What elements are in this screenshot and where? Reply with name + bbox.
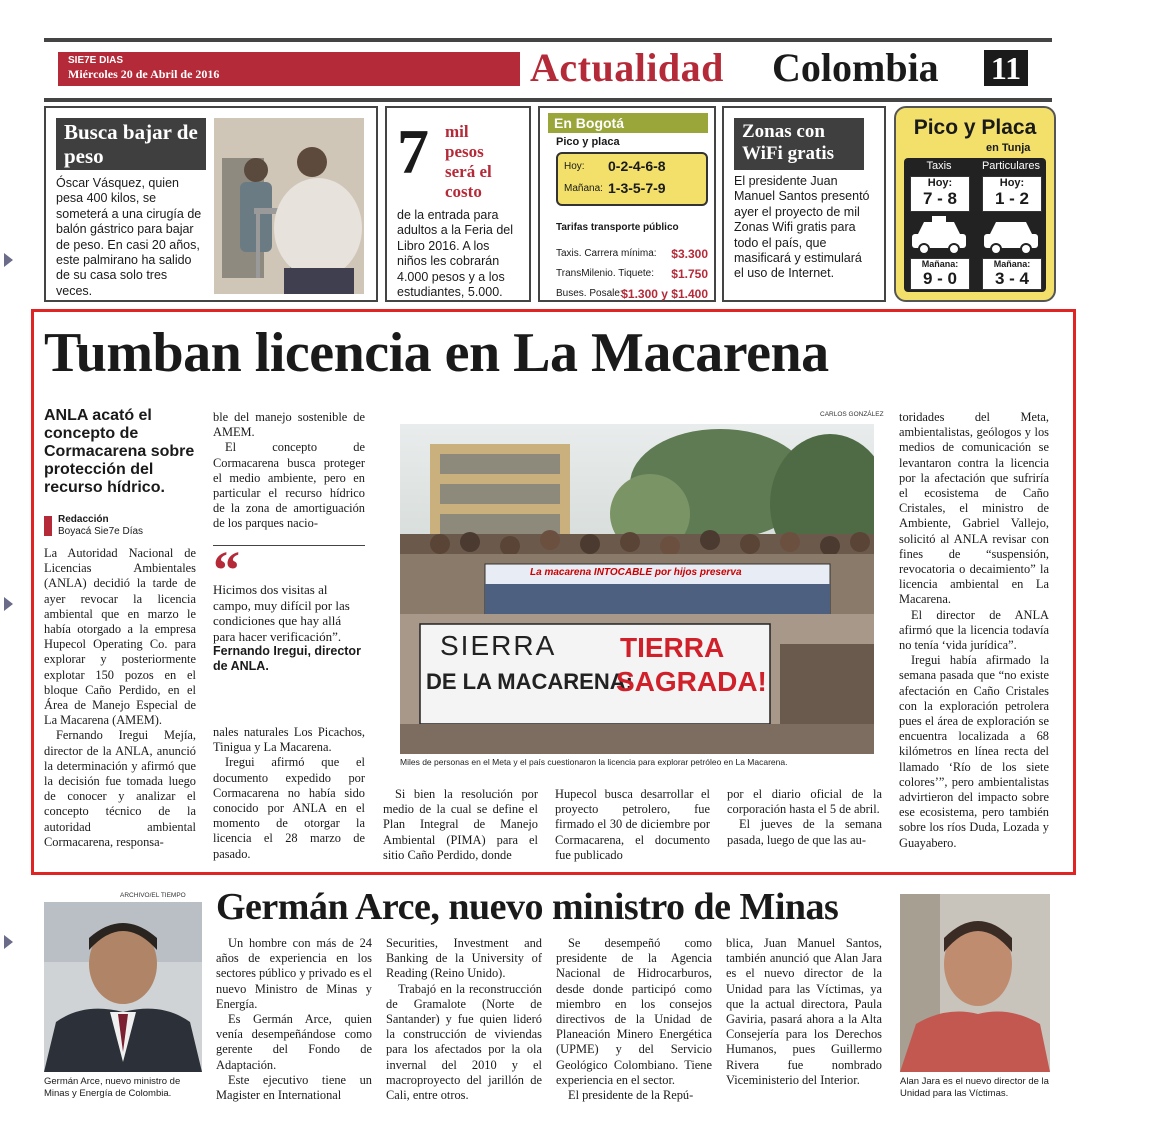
section-title-colombia: Colombia: [772, 45, 939, 90]
page-number: 11: [984, 50, 1028, 86]
pico-taxis-hoy: Hoy: 7 - 8: [910, 176, 970, 212]
sign-text-4: SAGRADA!: [616, 666, 767, 697]
alan-jara-photo: [900, 894, 1050, 1072]
alan-jara-caption: Alan Jara es el nuevo director de la Unidad para las Víctimas.: [900, 1076, 1049, 1099]
paragraph: toridades del Meta, ambientalistas, geólogos y los medios de comunicación se levantaron contra la licencia por la afectación que sufriría el ecosistema de Caño Cristales, el ministro de Ambiente, Gabriel Vallejo, solicitó al ANLA revisar con fines de “suspensión, revocatoria o decaimiento” la licencia ambiental en La Macarena.: [899, 410, 1049, 607]
sign-text-1: SIERRA: [440, 630, 557, 661]
brief-bogota-transport: [538, 106, 716, 302]
brief-body: de la entrada para adultos a la Feria del Libro 2016. A los niños les cobrarán 4.000 pesos y a los estudiantes, 5.000.: [397, 208, 514, 300]
section-name: SIE7E DIAS: [68, 55, 124, 66]
brief-body: Óscar Vásquez, quien pesa 400 kilos, se someterá a una cirugía de balón gástrico para bajar de peso. En casi 20 años, este palmirano ha salido de su casa solo tres veces.: [56, 176, 202, 298]
paragraph: Es Germán Arce, quien venía desempeñándose como gerente del Fondo de Adaptación.: [216, 1012, 372, 1072]
tarifas-title: Tarifas transporte público: [556, 222, 679, 233]
brief-book-fair: [385, 106, 531, 302]
margin-arrow-icon: [4, 935, 13, 949]
pico-part-hoy: Hoy: 1 - 2: [982, 176, 1042, 212]
quote-text: Hicimos dos visitas al campo, muy difícil por las condiciones que hay allá para hacer verificación”.: [213, 582, 350, 644]
paragraph: El jueves de la semana pasada, luego de que las au-: [727, 817, 882, 847]
weight-loss-photo: [214, 118, 364, 294]
issue-date: Miércoles 20 de Abril de 2016: [68, 67, 220, 81]
paragraph: Securities, Investment and Banking de la University of Reading (Reino Unido).: [386, 936, 542, 981]
header-red-band: [58, 52, 520, 86]
quote-mark-icon: “: [213, 540, 240, 600]
paragraph: Este ejecutivo tiene un Magister en International: [216, 1072, 372, 1103]
brief-weight-loss: [44, 106, 378, 302]
main-col-2-top: [213, 410, 365, 532]
main-col-5: [727, 787, 882, 848]
main-col-4: [555, 787, 710, 863]
paragraph: El concepto de Cormacarena busca proteger el medio ambiente, pero en particular el recurso hídrico de la zona de amortiguación de los parques nacio-: [213, 440, 365, 531]
car-icon: [982, 216, 1040, 256]
paragraph: nales naturales Los Picachos, Tinigua y La Macarena.: [213, 725, 365, 755]
bogota-plate: Hoy: 0-2-4-6-8 Mañana: 1-3-5-7-9: [556, 152, 708, 206]
sign-text-2: DE LA MACARENA:: [426, 669, 633, 694]
main-col-6: [899, 410, 1049, 851]
tarifa-row: Taxis. Carrera mínima: $3.300: [556, 247, 708, 261]
tarifa-row: TransMilenio. Tiquete: $1.750: [556, 267, 708, 281]
paragraph: Iregui había afirmado la semana pasada que “no existe afectación en Caño Cristales con la exploración petrolera pues el área de exploración se encuentra localizada a 68 kilómetros en línea recta del llamado ‘Río de los siete colores’”, pero ambientalistas advirtieron del impacto sobre ese ecosistema, pero también sobre los ríos Duda, Lozada y Guayabero.: [899, 653, 1049, 850]
section-title-actualidad: Actualidad: [530, 45, 724, 90]
page-header: [44, 38, 1052, 102]
paragraph: Fernando Iregui Mejía, director de la ANLA, anunció la determinación y afirmó que la decisión fue tomada luego de conocer y analizar el concepto técnico de la autoridad ambiental Cormacarena, responsa-: [44, 728, 196, 849]
second-col-3: [556, 936, 712, 1103]
pico-title: Pico y Placa: [913, 116, 1037, 139]
second-col-2: [386, 936, 542, 1103]
byline-marker: [44, 516, 52, 536]
pico-col-taxis: Taxis: [926, 160, 952, 172]
pico-panel: [904, 158, 1046, 292]
tarifas-list: [556, 244, 708, 304]
pico-col-particulares: Particulares: [981, 160, 1041, 172]
main-col-1: [44, 546, 196, 850]
paragraph: Se desempeñó como presidente de la Agencia Nacional de Hidrocarburos, desde donde participó como miembro en los consejos directivos de la Unidad de Planeación Minero Energética (UPME) y del Servicio Geológico Colombiano. Tiene experiencia en el sector.: [556, 936, 712, 1087]
paragraph: Iregui afirmó que el documento expedido por Cormacarena no había sido conocido por ANLA en el momento de otorgar la licencia el 28 marzo de pasado.: [213, 755, 365, 861]
paragraph: ble del manejo sostenible de AMEM.: [213, 410, 365, 440]
second-col-1: [216, 936, 372, 1103]
brief-big-number: 7: [397, 116, 429, 187]
main-deck: ANLA acató el concepto de Cormacarena sobre protección del recurso hídrico.: [44, 407, 195, 496]
paragraph: El director de ANLA afirmó que la licencia todavía no tenía ‘vida jurídica”.: [899, 607, 1049, 653]
margin-arrow-icon: [4, 597, 13, 611]
minister-photo: [44, 902, 202, 1072]
main-col-3: [383, 787, 538, 863]
paragraph: Hupecol busca desarrollar el proyecto petrolero, fue firmado el 30 de diciembre por Cormacarena, el documento fue publicado: [555, 787, 710, 862]
second-headline: Germán Arce, nuevo ministro de Minas: [216, 886, 839, 928]
paragraph: Un hombre con más de 24 años de experiencia en los sectores público y privado es el nuevo Ministro de Minas y Energía.: [216, 936, 372, 1011]
protest-photo: [400, 424, 874, 754]
tarifa-row: Buses. Posale: $1.300 y $1.400: [556, 287, 708, 301]
minister-caption: Germán Arce, nuevo ministro de Minas y Energía de Colombia.: [44, 1076, 181, 1099]
bogota-title: En Bogotá: [548, 113, 708, 133]
bogota-hoy-digits: 0-2-4-6-8: [608, 158, 666, 174]
brief-title: Zonas con WiFi gratis: [734, 118, 864, 170]
brief-headline: mil pesos será el costo: [445, 122, 492, 201]
brief-wifi: [722, 106, 886, 302]
taxi-car-icon: [910, 216, 968, 256]
pico-taxis-manana: Mañana: 9 - 0: [910, 258, 970, 290]
photo-caption: Miles de personas en el Meta y el país cuestionaron la licencia para explorar petróleo en La Macarena.: [400, 757, 788, 767]
paragraph: Trabajó en la reconstrucción de Gramalote (Norte de Santander) y fue quien lideró la construcción de viviendas para los afectados por la ola invernal del 2010 y el macroproyecto del jarillón de Cali, entre otros.: [386, 981, 542, 1103]
quote-author: Fernando Iregui, director de ANLA.: [213, 644, 361, 673]
margin-arrow-icon: [4, 253, 13, 267]
photo-credit: ARCHIVO/EL TIEMPO: [120, 892, 186, 899]
photo-credit: CARLOS GONZÁLEZ: [820, 411, 884, 418]
paragraph: Si bien la resolución por medio de la cual se define el Plan Integral de Manejo Ambiental (PIMA) para el sitio Caño Perdido, donde: [383, 787, 538, 862]
pico-placa-tunja: [894, 106, 1056, 302]
second-col-4: [726, 936, 882, 1088]
pull-quote: [213, 540, 365, 674]
paragraph: El presidente de la Repú-: [568, 1088, 694, 1103]
main-headline: Tumban licencia en La Macarena: [44, 322, 829, 384]
brief-body: El presidente Juan Manuel Santos presentó ayer el proyecto de mil Zonas Wifi gratis para todo el país, que masificará y estimulará el uso de Internet.: [734, 174, 870, 281]
pico-part-manana: Mañana: 3 - 4: [982, 258, 1042, 290]
bogota-manana-digits: 1-3-5-7-9: [608, 180, 666, 196]
byline-author: Redacción: [58, 514, 109, 525]
sign-text-3: TIERRA: [620, 632, 725, 663]
brief-title: Busca bajar de peso: [56, 118, 206, 170]
main-col-2-bottom: [213, 725, 365, 862]
paragraph: blica, Juan Manuel Santos, también anunció que Alan Jara es el nuevo director de la Unidad para las Víctimas, ya que la actual directora, Paula Gaviria, pasará ahora a la Alta Consejería para los Derechos Humanos, pues Guillermo Rivera fue nombrado Viceministerio del Interior.: [726, 936, 882, 1087]
pico-subtitle: en Tunja: [986, 142, 1031, 154]
bogota-subtitle: Pico y placa: [556, 136, 620, 148]
byline-outlet: Boyacá Sie7e Días: [58, 526, 144, 537]
paragraph: por el diario oficial de la corporación hasta el 5 de abril.: [727, 787, 882, 817]
paragraph: La Autoridad Nacional de Licencias Ambientales (ANLA) decidió la tarde de ayer revocar la licencia ambiental que en marzo le había otorgado a la empresa Hupecol Operating Co. para explorar y posteriormente explotar 150 pozos en el bloque Caño Perdido, en el Área de Manejo Especial de La Macarena (AMEM).: [44, 546, 196, 728]
banner-text: La macarena INTOCABLE por hijos preserva: [530, 567, 742, 578]
